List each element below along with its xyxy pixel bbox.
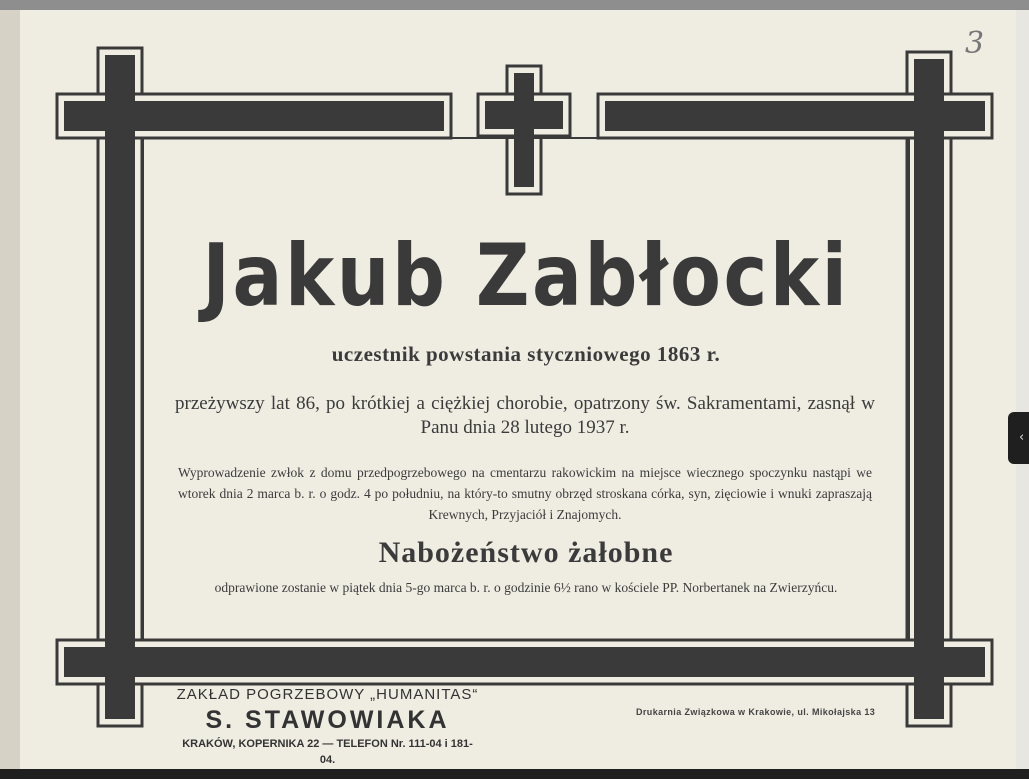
funeral-home-title: ZAKŁAD POGRZEBOWY „HUMANITAS“: [176, 686, 479, 703]
funeral-home-imprint: [175, 686, 480, 768]
mass-details: odprawione zostanie w piątek dnia 5-go marca b. r. o godzinie 6½ rano w kościele PP. Norbertanek na Zwierzyńcu.: [214, 580, 838, 595]
funeral-home-address: KRAKÓW, KOPERNIKA 22 — TELEFON Nr. 111-04 i 181-04.: [182, 738, 473, 766]
death-notice: przeżywszy lat 86, po krótkiej a ciężkiej chorobie, opatrzony św. Sakramentami, zasnął w Panu dnia 28 lutego 1937 r.: [175, 393, 875, 438]
deceased-name: Jakub Zabłocki: [202, 226, 850, 326]
page-number: 3: [965, 26, 985, 61]
role-line: uczestnik powstania styczniowego 1863 r.: [331, 342, 721, 366]
funeral-details: Wyprowadzenie zwłok z domu przedpogrzebowego na cmentarzu rakowickim na miejsce wiecznego spoczynku nastąpi we wtorek dnia 2 marca b. r. o godz. 4 po południu, na który-to smutny obrzęd stroskana córka, syn, zięciowie i wnuki zapraszają Krewnych, Przyjaciół i Znajomych.: [178, 465, 872, 522]
funeral-home-owner: S. STAWOWIAKA: [205, 706, 450, 734]
viewer-bottom-bar: [0, 769, 1029, 779]
cross-icon: [478, 66, 570, 194]
printer-imprint: Drukarnia Związkowa w Krakowie, ul. Mikołajska 13: [636, 707, 876, 717]
mass-heading: Nabożeństwo żałobne: [378, 536, 674, 569]
bottom-bar: [57, 640, 992, 684]
chevron-left-icon: ‹: [1019, 430, 1025, 445]
side-panel-toggle[interactable]: [1008, 412, 1029, 464]
